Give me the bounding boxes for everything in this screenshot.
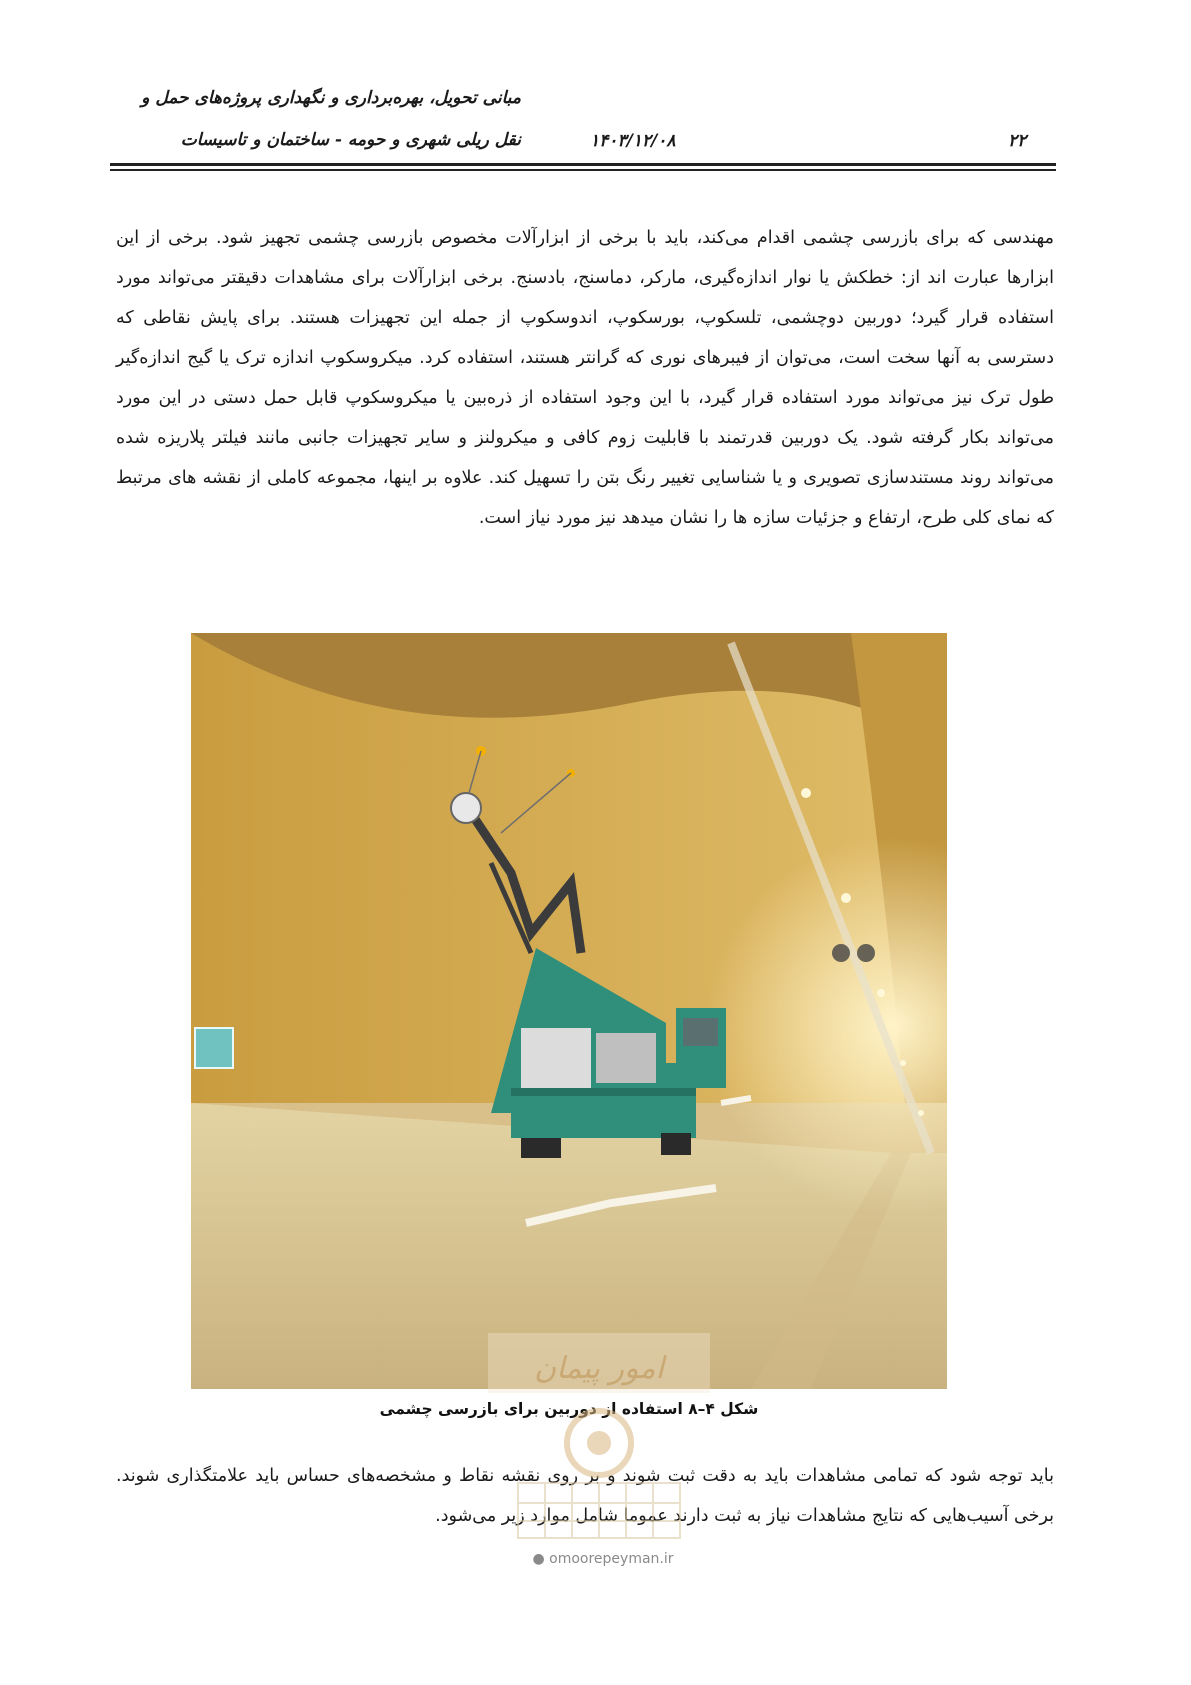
header-title-line-2: نقل ریلی شهری و حومه - ساختمان و تاسیسات [180, 130, 521, 150]
watermark-url [498, 1551, 708, 1567]
header-rule-thick [110, 163, 1056, 166]
body-paragraph-1: مهندسی که برای بازرسی چشمی اقدام می‌کند، باید با برخی از ابزارآلات مخصوص بازرسی چشمی تجهیز شود. برخی از این ابزارها عبارت اند از: خطکش یا نوار اندازه‌گیری، مارکر، دماسنج، بادسنج. برخی ابزارآلات برای مشاهدات دقیقتر می‌تواند مورد استفاده قرار گیرد؛ دوربین دوچشمی، تلسکوپ، بورسکوپ، اندوسکوپ از جمله این تجهیزات هستند. برای پایش نقاطی که دسترسی به آنها سخت است، می‌توان از فیبرهای نوری که گرانتر هستند، استفاده کرد. میکروسکوپ اندازه ترک یا گیج اندازه‌گیر طول ترک نیز می‌تواند مورد استفاده قرار گیرد، با این وجود استفاده از ذره‌بین یا میکروسکوپ قابل حمل دستی در این مورد می‌تواند بکار گرفته شود. یک دوربین قدرتمند با قابلیت زوم کافی و میکرولنز و سایر تجهیزات جانبی مانند فیلتر پلاریزه شده می‌تواند روند مستندسازی تصویری و یا شناسایی تغییر رنگ بتن را تسهیل کند. علاوه بر اینها، مجموعه کاملی از نقشه های مرتبط که نمای کلی طرح، ارتفاع و جزئیات سازه ها را نشان میدهد نیز مورد نیاز است. [116, 228, 1054, 528]
page-number: ۲۲ [1008, 131, 1027, 151]
header-rule-thin [110, 169, 1056, 171]
figure-caption-label: شکل ۴–۸ [688, 1400, 759, 1418]
watermark-logo [488, 1333, 710, 1548]
tunnel-inspection-photo [191, 633, 947, 1389]
watermark-logo-text: امور پیمان [534, 1351, 664, 1386]
watermark-url-text: omoorepeyman.ir [549, 1551, 674, 1567]
body-paragraph-2: باید توجه شود که تمامی مشاهدات باید به دقت ثبت شوند و بر روی نقشه نقاط و مشخصه‌های حساس باید علامتگذاری شوند. برخی آسیب‌هایی که نتایج مشاهدات نیاز به ثبت دارند عموما شامل موارد زیر می‌شود. [116, 1466, 1054, 1526]
figure-caption-text: استفاده از دوربین برای بازرسی چشمی [379, 1400, 683, 1418]
header-date: ۱۴۰۳/۱۲/۰۸ [590, 131, 676, 151]
watermark-globe-icon: ● [532, 1551, 545, 1567]
header-title-line-1: مبانی تحویل، بهره‌برداری و نگهداری پروژه‌های حمل و [141, 88, 521, 108]
